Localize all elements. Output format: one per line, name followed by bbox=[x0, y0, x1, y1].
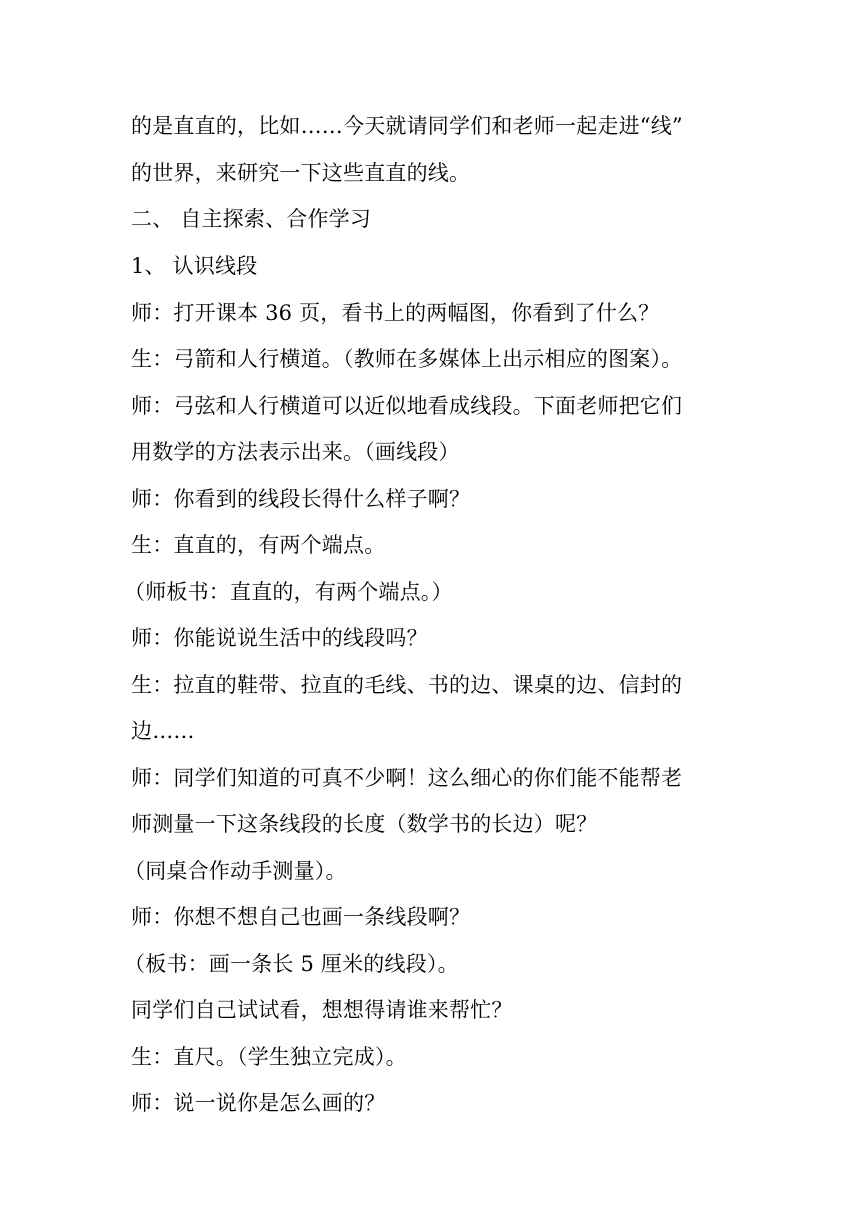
text-line: 师：你想不想自己也画一条线段啊？ bbox=[131, 905, 471, 929]
text-line: （板书：画一条长 5 厘米的线段）。 bbox=[124, 952, 459, 976]
text-line: 生：直尺。（学生独立完成）。 bbox=[131, 1045, 407, 1069]
section-heading: 二、 自主探索、合作学习 bbox=[131, 207, 372, 231]
text-line: 生：拉直的鞋带、拉直的毛线、书的边、课桌的边、信封的 bbox=[131, 673, 683, 697]
text-line: 同学们自己试试看，想想得请谁来帮忙？ bbox=[131, 998, 513, 1022]
text-line: 师测量一下这条线段的长度（数学书的长边）呢？ bbox=[131, 812, 598, 836]
text-line: 师：你能说说生活中的线段吗？ bbox=[131, 626, 428, 650]
text-line: 用数学的方法表示出来。（画线段） bbox=[131, 440, 460, 464]
text-line: 师：弓弦和人行横道可以近似地看成线段。下面老师把它们 bbox=[131, 394, 683, 418]
text-line: 生：直直的，有两个端点。 bbox=[131, 533, 386, 557]
text-line: 师：你看到的线段长得什么样子啊？ bbox=[131, 487, 471, 511]
text-line: 师：说一说你是怎么画的？ bbox=[131, 1091, 386, 1115]
text-line: （同桌合作动手测量）。 bbox=[124, 859, 347, 883]
text-line: 的是直直的，比如……今天就请同学们和老师一起走进“线” bbox=[131, 114, 683, 138]
subsection-heading: 1、 认识线段 bbox=[131, 254, 258, 278]
text-line: （师板书：直直的，有两个端点。） bbox=[124, 580, 453, 604]
text-line: 边…… bbox=[131, 719, 195, 743]
text-line: 的世界，来研究一下这些直直的线。 bbox=[131, 161, 471, 185]
text-line: 师：同学们知道的可真不少啊！这么细心的你们能不能帮老 bbox=[131, 766, 683, 790]
text-line: 师：打开课本 36 页，看书上的两幅图，你看到了什么？ bbox=[131, 301, 660, 325]
text-line: 生：弓箭和人行横道。（教师在多媒体上出示相应的图案）。 bbox=[131, 347, 683, 371]
